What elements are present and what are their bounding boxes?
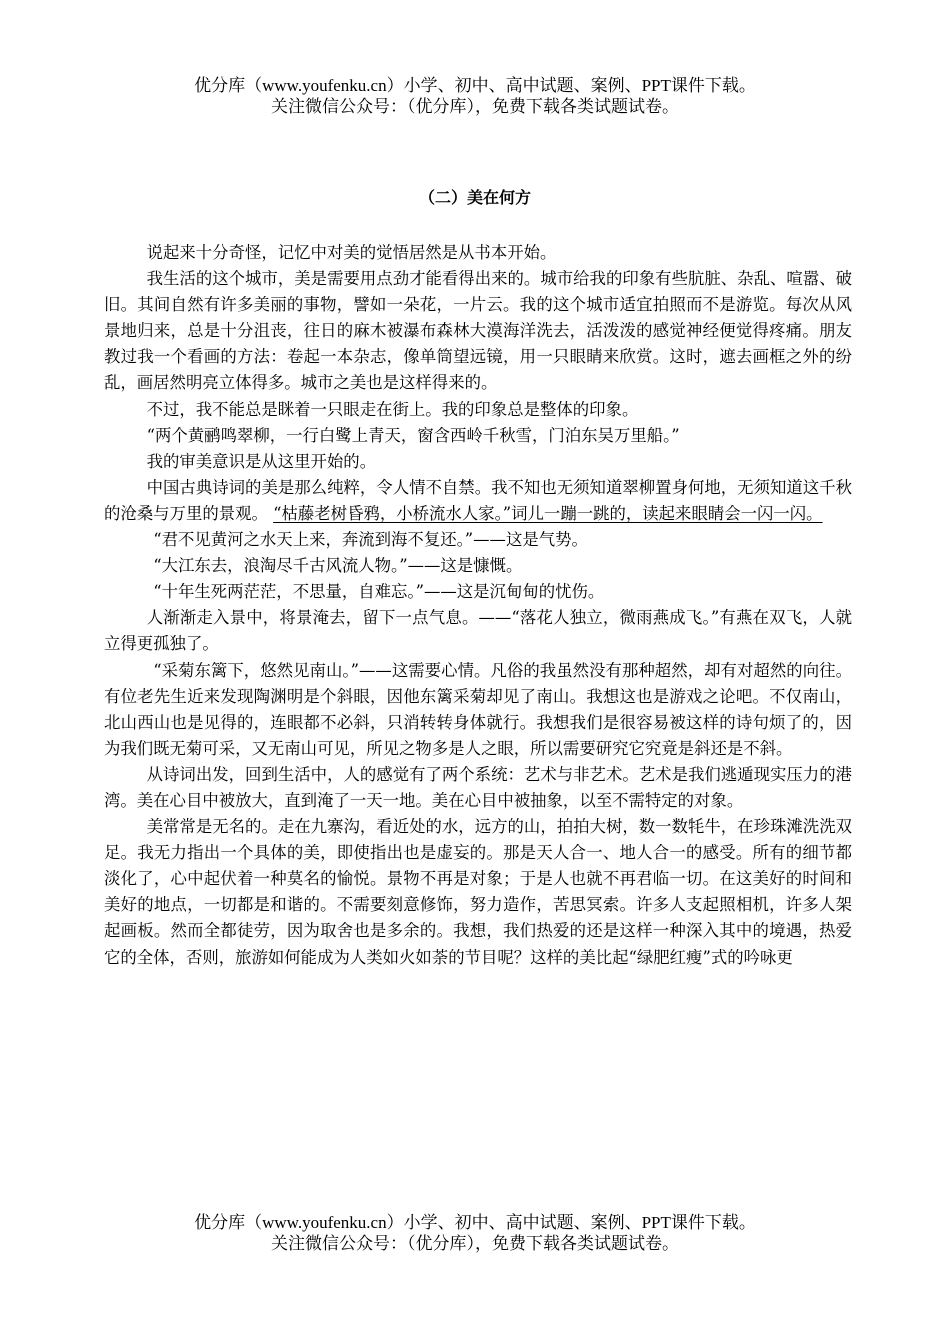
paragraph-text: “君不见黄河之水天上来，奔流到海不复还。”——这是气势。 <box>153 530 588 550</box>
paragraph <box>104 240 852 266</box>
paragraph <box>104 423 852 449</box>
article-body <box>104 240 852 971</box>
footer-line-1: 优分库（www.youfenku.cn）小学、初中、高中试题、案例、PPT课件下载。 <box>194 1213 756 1232</box>
paragraph-text: 从诗词出发，回到生活中，人的感觉有了两个系统：艺术与非艺术。艺术是我们逃遁现实压力的港湾。美在心目中被放大，直到淹了一天一地。美在心目中被抽象，以至不需特定的对象。 <box>104 764 852 810</box>
paragraph-text: “大江东去，浪淘尽千古风流人物。”——这是慷慨。 <box>153 556 523 576</box>
paragraph <box>104 579 852 605</box>
paragraph-text: 我的审美意识是从这里开始的。 <box>146 451 377 471</box>
header-line-1: 优分库（www.youfenku.cn）小学、初中、高中试题、案例、PPT课件下载。 <box>194 76 756 95</box>
paragraph-text: 中国古典诗词的美是那么纯粹，令人情不自禁。我不知也无须知道翠柳置身何地，无须知道这千秋的沧桑与万里的景观。 <box>104 477 852 523</box>
paragraph <box>104 814 852 971</box>
paragraph <box>104 553 852 579</box>
page-header <box>0 75 950 117</box>
paragraph <box>104 762 852 814</box>
underlined-sentence: “枯藤老树昏鸦，小桥流水人家。”词儿一蹦一跳的，读起来眼睛会一闪一闪。 <box>273 503 823 523</box>
paragraph-text: 说起来十分奇怪，记忆中对美的觉悟居然是从书本开始。 <box>146 243 557 262</box>
paragraph <box>104 658 852 762</box>
article-title: （二）美在何方 <box>418 188 531 207</box>
paragraph-text: 美常常是无名的。走在九寨沟，看近处的水，远方的山，拍拍大树，数一数牦牛，在珍珠滩洗洗双足。我无力指出一个具体的美，即使指出也是虚妄的。那是天人合一、地人合一的感受。所有的细节都淡化了，心中起伏着一种莫名的愉悦。景物不再是对象；于是人也就不再君临一切。在这美好的时间和美好的地点，一切都是和谐的。不需要刻意修饰，努力造作，苦思冥索。许多人支起照相机，许多人架起画板。然而全都徒劳，因为取舍也是多余的。我想，我们热爱的还是这样一种深入其中的境遇，热爱它的全体，否则，旅游如何能成为人类如火如荼的节目呢？这样的美比起“绿肥红瘦”式的吟咏更 <box>104 817 852 967</box>
paragraph-text: “十年生死两茫茫，不思量，自难忘。”——这是沉甸甸的忧伤。 <box>153 582 605 602</box>
paragraph-text: “两个黄鹂鸣翠柳，一行白鹭上青天，窗含西岭千秋雪，门泊东吴万里船。” <box>146 425 680 445</box>
paragraph <box>104 449 852 475</box>
paragraph-text: 我生活的这个城市，美是需要用点劲才能看得出来的。城市给我的印象有些肮脏、杂乱、喧嚣、破旧。其间自然有许多美丽的事物，譬如一朵花，一片云。我的这个城市适宜拍照而不是游览。每次从风景地归来，总是十分沮丧，往日的麻木被瀑布森林大漠海洋洗去，活泼泼的感觉神经便觉得疼痛。朋友教过我一个看画的方法：卷起一本杂志，像单筒望远镜，用一只眼睛来欣赏。这时，遮去画框之外的纷乱，画居然明亮立体得多。城市之美也是这样得来的。 <box>104 269 852 393</box>
paragraph-text: 不过，我不能总是眯着一只眼走在街上。我的印象总是整体的印象。 <box>146 399 639 419</box>
paragraph <box>104 527 852 553</box>
page-footer <box>0 1212 950 1254</box>
paragraph-text: “采菊东篱下，悠然见南山。”——这需要心情。凡俗的我虽然没有那种超然，却有对超然的向往。有位老先生近来发现陶渊明是个斜眼，因他东篱采菊却见了南山。我想这也是游戏之论吧。不仅南山，北山西山也是见得的，连眼都不必斜，只消转转身体就行。我想我们是很容易被这样的诗句烦了的，因为我们既无菊可采，又无南山可见，所见之物多是人之眼，所以需要研究它究竟是斜还是不斜。 <box>104 660 852 758</box>
header-line-2: 关注微信公众号：（优分库），免费下载各类试题试卷。 <box>271 97 679 116</box>
paragraph-text: 人渐渐走入景中，将景淹去，留下一点气息。——“落花人独立，微雨燕成飞。”有燕在双飞，人就立得更孤独了。 <box>104 608 852 654</box>
footer-line-2: 关注微信公众号：（优分库），免费下载各类试题试卷。 <box>271 1234 679 1253</box>
paragraph <box>104 266 852 396</box>
paragraph <box>104 397 852 423</box>
paragraph <box>104 605 852 657</box>
paragraph <box>104 475 852 527</box>
